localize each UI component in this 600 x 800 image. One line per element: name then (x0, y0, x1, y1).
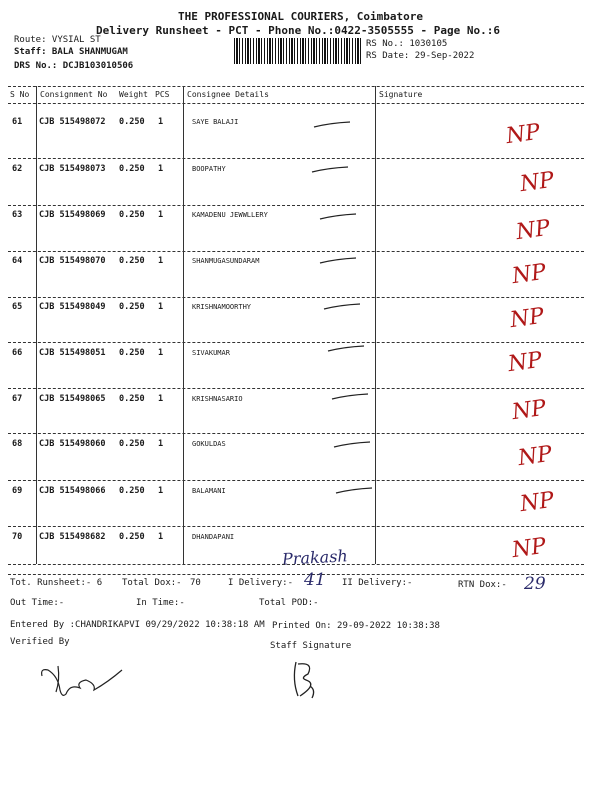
row-pcs: 1 (158, 532, 164, 542)
row-consignee: SHANMUGASUNDARAM (192, 257, 260, 265)
np-mark: NP (510, 533, 548, 564)
row-consignee: GOKULDAS (192, 440, 226, 448)
row-weight: 0.250 (119, 117, 145, 127)
out-time: Out Time:- (10, 598, 65, 608)
row-weight: 0.250 (119, 302, 145, 312)
np-mark: NP (504, 119, 542, 150)
tick-mark (310, 165, 350, 175)
row-consignment: CJB 515498072 (39, 117, 106, 127)
row-sno: 63 (12, 210, 23, 220)
rtn-dox-count: 29 (524, 574, 546, 594)
col-header-sno: S No (10, 90, 30, 99)
ii-delivery-label: II Delivery:- (342, 578, 413, 588)
row-pcs: 1 (158, 439, 164, 449)
divider (8, 388, 584, 389)
row-consignment: CJB 515498060 (39, 439, 106, 449)
printed-on: Printed On: 29-09-2022 10:38:38 (272, 621, 440, 631)
tot-runsheet: Tot. Runsheet:- 6 (10, 578, 103, 588)
divider (8, 526, 584, 527)
row-pcs: 1 (158, 256, 164, 266)
np-mark: NP (514, 215, 552, 246)
divider (8, 158, 584, 159)
col-header-pcs: PCS (155, 90, 170, 99)
total-dox-label: Total Dox:- (122, 578, 182, 588)
col-header-weight: Weight (119, 90, 148, 99)
row-consignment: CJB 515498073 (39, 164, 106, 174)
tick-mark (334, 486, 374, 496)
row-weight: 0.250 (119, 486, 145, 496)
row-sno: 67 (12, 394, 23, 404)
row-consignment: CJB 515498070 (39, 256, 106, 266)
row-weight: 0.250 (119, 439, 145, 449)
divider (8, 103, 584, 104)
divider (8, 574, 584, 575)
row-consignment: CJB 515498051 (39, 348, 106, 358)
row-consignment: CJB 515498069 (39, 210, 106, 220)
np-mark: NP (518, 487, 556, 518)
divider (8, 433, 584, 434)
staff-label: Staff: BALA SHANMUGAM (14, 47, 128, 57)
row-weight: 0.250 (119, 532, 145, 542)
row-sno: 62 (12, 164, 23, 174)
divider (8, 342, 584, 343)
i-delivery-count: 41 (304, 570, 326, 590)
in-time: In Time:- (136, 598, 185, 608)
row-consignment: CJB 515498049 (39, 302, 106, 312)
col-header-consignee: Consignee Details (187, 90, 269, 99)
row-consignment: CJB 515498682 (39, 532, 106, 542)
row-consignee: SAYE BALAJI (192, 118, 239, 126)
row-consignee: BALAMANI (192, 487, 226, 495)
row-sno: 66 (12, 348, 23, 358)
rtn-dox-label: RTN Dox:- (458, 580, 507, 590)
tick-mark (330, 392, 370, 402)
row-pcs: 1 (158, 302, 164, 312)
np-mark: NP (518, 167, 556, 198)
row-weight: 0.250 (119, 348, 145, 358)
verifier-signature (36, 654, 126, 702)
rs-number: RS No.: 1030105 (366, 39, 448, 49)
row-pcs: 1 (158, 348, 164, 358)
row-weight: 0.250 (119, 210, 145, 220)
row-sno: 70 (12, 532, 23, 542)
row-pcs: 1 (158, 486, 164, 496)
row-consignment: CJB 515498066 (39, 486, 106, 496)
verified-by: Verified By (10, 637, 70, 647)
tick-mark (326, 344, 366, 354)
row-sno: 64 (12, 256, 23, 266)
row-sno: 65 (12, 302, 23, 312)
row-pcs: 1 (158, 117, 164, 127)
np-mark: NP (516, 441, 554, 472)
row-sno: 69 (12, 486, 23, 496)
tick-mark (312, 120, 352, 130)
row-consignee: KRISHNAMOORTHY (192, 303, 252, 311)
route-label: Route: VYSIAL ST (14, 35, 101, 45)
staff-signature-mark (286, 656, 328, 704)
row-consignee: BOOPATHY (192, 165, 226, 173)
row-consignment: CJB 515498065 (39, 394, 106, 404)
col-header-signature: Signature (379, 90, 423, 99)
row-pcs: 1 (158, 164, 164, 174)
row-pcs: 1 (158, 210, 164, 220)
row-consignee: SIVAKUMAR (192, 349, 230, 357)
tick-mark (318, 256, 358, 266)
entered-by: Entered By :CHANDRIKAPVI 09/29/2022 10:38:18 AM (10, 620, 265, 630)
total-pod: Total POD:- (259, 598, 319, 608)
tick-mark (318, 212, 358, 222)
np-mark: NP (510, 395, 548, 426)
row-consignee: KAMADENU JEWWLLERY (192, 211, 268, 219)
divider (8, 564, 584, 565)
tick-mark (332, 440, 372, 450)
np-mark: NP (510, 259, 548, 290)
i-delivery-label: I Delivery:- (228, 578, 294, 588)
row-weight: 0.250 (119, 394, 145, 404)
divider (8, 205, 584, 206)
np-mark: NP (506, 347, 544, 378)
divider (8, 480, 584, 481)
barcode (234, 38, 362, 64)
row-sno: 61 (12, 117, 23, 127)
np-mark: NP (508, 303, 546, 334)
row-consignee: KRISHNASARIO (192, 395, 243, 403)
row-sno: 68 (12, 439, 23, 449)
handwritten-prakash: Prakash (281, 546, 349, 569)
row-weight: 0.250 (119, 256, 145, 266)
tick-mark (322, 302, 362, 312)
row-weight: 0.250 (119, 164, 145, 174)
divider (8, 251, 584, 252)
divider (8, 86, 584, 87)
divider (8, 297, 584, 298)
rs-date: RS Date: 29-Sep-2022 (366, 51, 475, 61)
drs-number: DRS No.: DCJB103010506 (14, 61, 134, 71)
runsheet-title: Delivery Runsheet - PCT - Phone No.:0422-3505555 - Page No.:6 (96, 24, 500, 37)
total-dox-value: 70 (190, 578, 201, 588)
staff-signature: Staff Signature (270, 641, 352, 651)
company-title: THE PROFESSIONAL COURIERS, Coimbatore (178, 10, 424, 23)
col-header-consignment: Consignment No (40, 90, 108, 99)
row-consignee: DHANDAPANI (192, 533, 235, 541)
row-pcs: 1 (158, 394, 164, 404)
